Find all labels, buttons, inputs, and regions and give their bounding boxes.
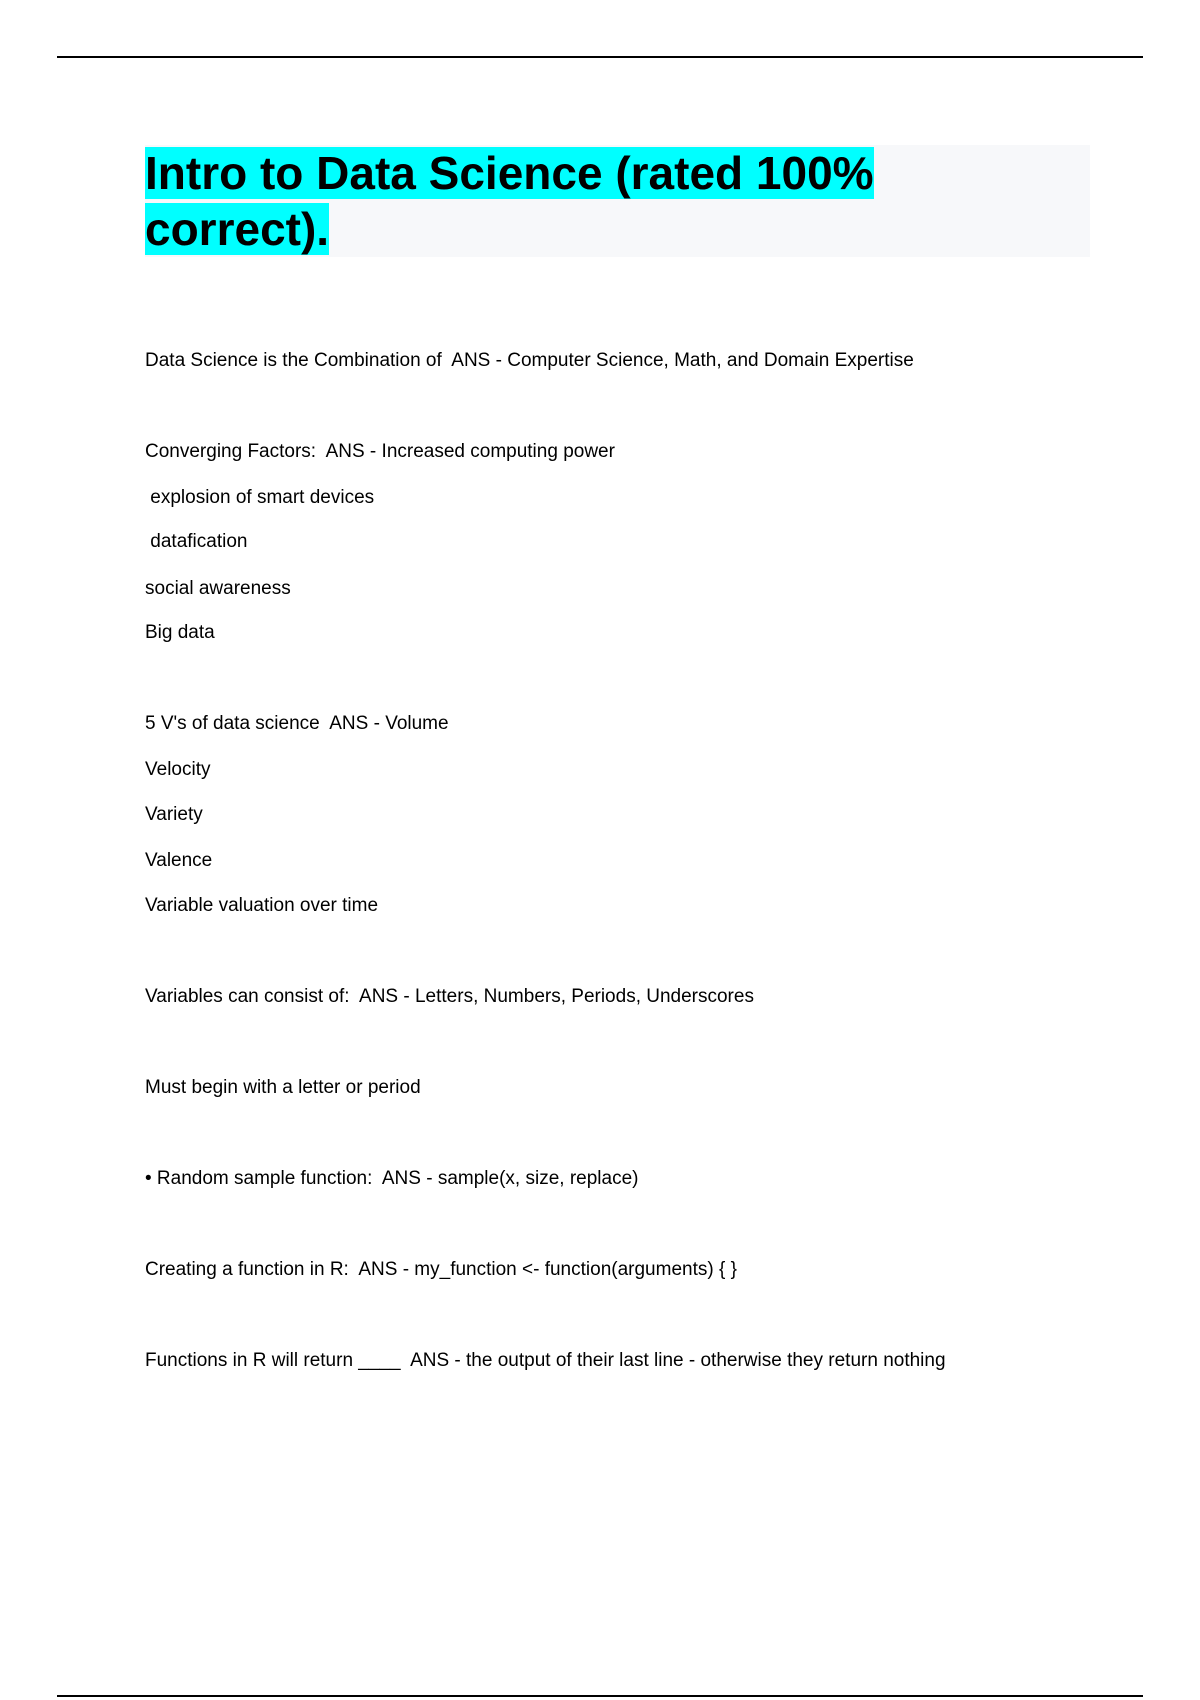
text-line: Velocity	[145, 759, 211, 780]
title-block	[145, 145, 1090, 257]
text-line: datafication	[145, 531, 248, 552]
text-line: Valence	[145, 850, 213, 871]
text-line: Variable valuation over time	[145, 895, 379, 916]
title-line-2: correct).	[145, 203, 330, 255]
text-line: Creating a function in R: ANS - my_function <- function(arguments) { }	[145, 1259, 737, 1280]
text-line: 5 V's of data science ANS - Volume	[145, 713, 449, 734]
text-line: social awareness	[145, 578, 291, 599]
text-line: Variables can consist of: ANS - Letters, Numbers, Periods, Underscores	[145, 986, 754, 1007]
page-title	[145, 145, 1090, 257]
bottom-rule	[57, 1695, 1143, 1697]
text-line: Variety	[145, 804, 203, 825]
top-rule	[57, 56, 1143, 58]
title-line-1: Intro to Data Science (rated 100%	[145, 147, 874, 199]
text-line: explosion of smart devices	[145, 487, 375, 508]
text-line: Must begin with a letter or period	[145, 1077, 421, 1098]
text-line: Data Science is the Combination of ANS - Computer Science, Math, and Domain Expertise	[145, 350, 914, 371]
text-line: Functions in R will return ____ ANS - the output of their last line - otherwise they return nothing	[145, 1350, 946, 1371]
text-line: • Random sample function: ANS - sample(x, size, replace)	[145, 1168, 639, 1189]
text-line: Converging Factors: ANS - Increased computing power	[145, 441, 615, 462]
text-line: Big data	[145, 622, 215, 643]
